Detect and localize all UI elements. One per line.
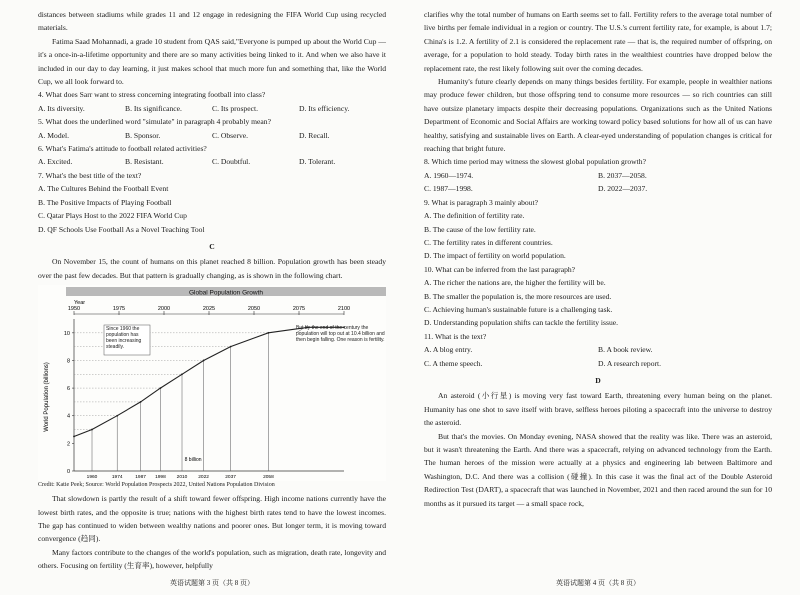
question-9: 9. What is paragraph 3 mainly about? [424, 197, 538, 207]
page-footer-left: 英语试题第 3 页（共 8 页） [170, 579, 254, 587]
passage-c-paragraph-4: clarifies why the total number of humans on Earth seems set to fall. Fertility refers to the average total number of live births per female individual in a region or country. The U.S.'s current fertility rate, for example, is about 1.7; China's is 1.2. A fertility of 2.1 is considered the replacement rate — that is, the required number of offspring, on average, for a population to hold steady. Today birth rates in the wealthiest countries have dropped below the replacement rate, the rest likely following suit over the coming decades. [424, 10, 772, 73]
data-point [160, 387, 162, 389]
option: A. Its diversity. [38, 103, 85, 113]
x-tick-label: 2037 [225, 475, 236, 481]
question-8: 8. Which time period may witness the slowest global population growth? [424, 157, 646, 167]
question-6-options [38, 155, 386, 168]
x-tick-label: 1974 [111, 475, 123, 481]
option: B. 2037—2058. [598, 170, 647, 180]
chart-title: Global Population Growth [188, 289, 264, 297]
option: D. Its efficiency. [299, 103, 350, 113]
x-tick-label: 1987 [135, 475, 146, 481]
chart-background [38, 285, 386, 481]
option: C. Doubtful. [212, 157, 251, 167]
population-chart [38, 285, 386, 491]
option: B. The cause of the low fertility rate. [424, 224, 536, 234]
option: D. The impact of fertility on world population. [424, 251, 566, 261]
option: D. Understanding population shifts can tackle the fertility issue. [424, 318, 619, 328]
x-tick-label: 2022 [198, 475, 209, 481]
question-4-options [38, 102, 386, 115]
y-tick-label: 2 [66, 441, 70, 448]
passage-c-paragraph-5: Humanity's future clearly depends on many things besides fertility. For example, people in wealthier nations may produce fewer children, but those offspring tend to consume more resources — so rich countries can still have outsize planetary impacts despite their decreasing populations. Organizations such as the United Nations Department of Economic and Social Affairs are working toward policy based solutions for how all of us can have healthy, satisfying and sustainable lives on Earth. A clear-eyed understanding of population changes is critical for reaching that bright future. [424, 77, 772, 154]
annotation-right-text: But by the end of the century the population will top out at 10.4 billion and then begin falling. One reason is fertility. [296, 325, 385, 344]
question-11-options [424, 343, 772, 370]
option: C. The fertility rates in different countries. [424, 237, 553, 247]
top-tick-label: 2050 [247, 306, 261, 313]
question-4: 4. What does Sarr want to stress concerning integrating football into class? [38, 90, 266, 100]
option: A. Model. [38, 130, 70, 140]
top-tick-label: 1975 [112, 306, 126, 313]
option: D. QF Schools Use Football As a Novel Teaching Tool [38, 224, 205, 234]
y-tick-label: 6 [66, 386, 70, 393]
passage-c-paragraph-3: Many factors contribute to the changes of the world's population, such as migration, death rate, longevity and others. Focusing on fertility (生育率), however, helpfully [38, 547, 386, 571]
option: C. Achieving human's sustainable future is a challenging task. [424, 304, 613, 314]
x-tick-label: 1998 [155, 475, 166, 481]
option: C. Its prospect. [212, 103, 258, 113]
option: B. The Positive Impacts of Playing Football [38, 197, 172, 207]
top-tick-label: 2075 [292, 306, 306, 313]
passage-d-paragraph-1: An asteroid (小行星) is moving very fast toward Earth, threatening every human being on the planet. Humanity has one shot to save itself with brave, selfless heroes piloting a spacecraft into the universe to destroy the asteroid. [424, 391, 772, 428]
option: B. Its significance. [125, 103, 182, 113]
passage-d-paragraph-2: But that's the movies. On Monday evening, NASA showed that the reality was like. There was an asteroid, but it wasn't threatening the Earth. And there was a spacecraft, relying on advanced technology from the Earth. The human heroes of the mission were actually at a physics and engineering lab between Baltimore and Washington, D.C. And there was a collision (碰撞). In this case it was the final act of the Double Asteroid Redirection Test (DART), a spacecraft that was launched in November, 2021 and then raced around the sun for 10 months as it pursued its target — a small space rock, [424, 431, 772, 508]
section-d-heading: D [595, 375, 601, 385]
passage-c-paragraph-2: That slowdown is partly the result of a shift toward fewer offspring. High income nations currently have the lowest birth rates, and the opposite is true; nations with the highest birth rates tend to have the lowest incomes. The gap has continued to widen between wealthy nations and poorer ones. But longer term, it is moving toward convergence (趋同). [38, 494, 386, 544]
option: A. 1960—1974. [424, 170, 474, 180]
option: B. Resistant. [125, 157, 164, 167]
data-point [73, 436, 75, 438]
option: C. Qatar Plays Host to the 2022 FIFA World Cup [38, 211, 187, 221]
page-footer-right: 英语试题第 4 页（共 8 页） [556, 579, 640, 587]
x-tick-label: 2058 [263, 475, 274, 481]
top-tick-label: 1950 [67, 306, 81, 313]
y-axis-label: World Population (billions) [44, 362, 50, 432]
right-column [424, 8, 772, 510]
top-tick-label: 2100 [337, 306, 351, 313]
option: B. A book review. [598, 345, 653, 355]
left-column [38, 8, 386, 573]
y-tick-label: 8 [66, 358, 70, 365]
question-7: 7. What's the best title of the text? [38, 170, 142, 180]
data-point [203, 360, 205, 362]
option: B. The smaller the population is, the more resources are used. [424, 291, 612, 301]
x-tick-label: 1960 [86, 475, 98, 481]
question-5-options [38, 129, 386, 142]
question-11: 11. What is the text? [424, 331, 487, 341]
data-point [116, 415, 118, 417]
data-point [140, 401, 142, 403]
data-point [91, 429, 93, 431]
top-tick-label: 2000 [157, 306, 171, 313]
option: D. Tolerant. [299, 157, 336, 167]
intro-paragraph-2: Fatima Saad Mohannadi, a grade 10 student from QAS said,"Everyone is pumped up about the World Cup — it's a once-in-a-lifetime opportunity and there are so many activities being linked to it. And when we also have it included in our day to day learning, it just makes school that much more fun and something that, like the World Cup, we all look forward to. [38, 36, 386, 87]
y-tick-label: 10 [63, 330, 70, 337]
option: A. Excited. [38, 157, 73, 167]
option: A. The Cultures Behind the Football Event [38, 184, 169, 194]
annotation-right [296, 325, 386, 371]
intro-paragraph-1: distances between stadiums while grades 11 and 12 engage in redesigning the FIFA World Cup using recycled materials. [38, 10, 386, 33]
annotation-box [105, 325, 150, 355]
option: A. The definition of fertility rate. [424, 211, 525, 221]
option: D. A research report. [598, 358, 662, 368]
option: C. Observe. [212, 130, 249, 140]
section-c-heading: C [209, 241, 215, 251]
top-tick-label: 2025 [202, 306, 216, 313]
question-10: 10. What can be inferred from the last paragraph? [424, 264, 576, 274]
option: A. The richer the nations are, the higher the fertility will be. [424, 278, 606, 288]
option: C. 1987—1998. [424, 184, 473, 194]
x-tick-label: 2010 [176, 475, 188, 481]
passage-c-paragraph-1: On November 15, the count of humans on this planet reached 8 billion. Population growth has been steady over the past few decades. But that pattern is gradually changing, as is shown in the following chart. [38, 257, 386, 280]
option: B. Sponsor. [125, 130, 161, 140]
data-point [268, 332, 270, 334]
option: A. A blog entry. [424, 345, 473, 355]
y-tick-label: 4 [66, 413, 70, 420]
option: C. A theme speech. [424, 358, 483, 368]
data-point [181, 373, 183, 375]
chart-credit: Credit: Katie Peek; Source: World Population Prospects 2022, United Nations Population Division [38, 482, 275, 489]
question-8-options [424, 169, 772, 196]
top-axis-label: Year [74, 300, 86, 307]
data-point [230, 346, 232, 348]
annotation-box-text: Since 1960 the population has been increasing steadily. [106, 326, 142, 351]
question-6: 6. What's Fatima's attitude to football related activities? [38, 144, 207, 154]
population-chart-svg [38, 285, 386, 481]
y-tick-label: 0 [66, 469, 70, 476]
annotation-8-billion: 8 billion [184, 457, 202, 464]
option: D. Recall. [299, 130, 330, 140]
question-5: 5. What does the underlined word "simulate" in paragraph 4 probably mean? [38, 117, 271, 127]
option: D. 2022—2037. [598, 184, 648, 194]
